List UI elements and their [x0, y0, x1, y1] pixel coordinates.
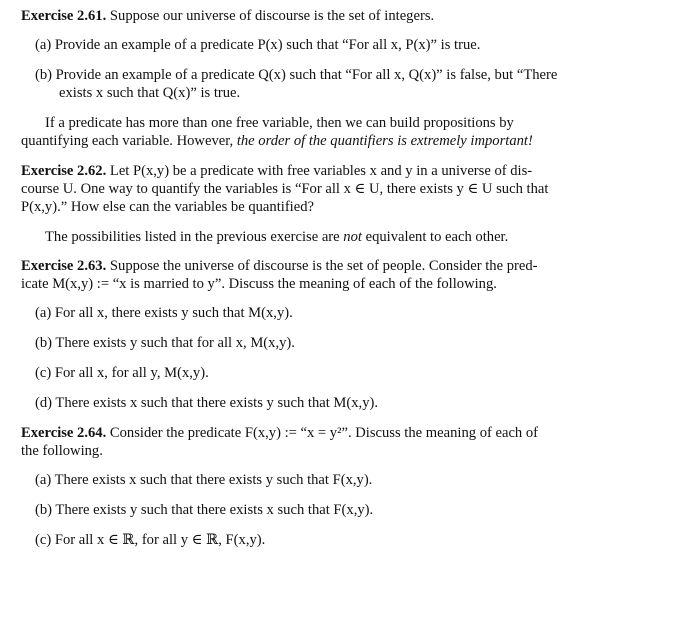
- exercise-2-63-item-a: (a) For all x, there exists y such that M(x,y).: [35, 305, 293, 321]
- exercise-title: Exercise 2.64.: [21, 425, 107, 441]
- exercise-2-61-item-b-line-1: (b) Provide an example of a predicate Q(x) such that “For all x, Q(x)” is false, but “There: [35, 67, 558, 83]
- exercise-text: Suppose the universe of discourse is the set of people. Consider the pred-: [109, 258, 538, 274]
- exercise-2-62-header: [21, 162, 532, 180]
- exercise-2-61-item-b-line-2: exists x such that Q(x)” is true.: [59, 85, 241, 101]
- exercise-2-61-item-a: (a) Provide an example of a predicate P(x) such that “For all x, P(x)” is true.: [35, 37, 481, 53]
- exercise-2-64-item-b: (b) There exists y such that there exists x such that F(x,y).: [35, 502, 374, 518]
- exercise-2-64-line-2: the following.: [21, 443, 103, 459]
- paragraph-text: The possibilities listed in the previous exercise are: [45, 229, 340, 245]
- exercise-title: Exercise 2.61.: [21, 8, 107, 24]
- exercise-title: Exercise 2.62.: [21, 163, 107, 179]
- paragraph-line: [21, 132, 533, 150]
- exercise-2-62-line-2: course U. One way to quantify the variables is “For all x ∈ U, there exists y ∈ U such that: [21, 181, 549, 197]
- emphasis-text: not: [343, 229, 362, 245]
- paragraph-text: quantifying each variable. However,: [21, 133, 234, 149]
- exercise-2-63-line-2: icate M(x,y) := “x is married to y”. Discuss the meaning of each of the following.: [21, 276, 497, 292]
- exercise-2-63-item-c: (c) For all x, for all y, M(x,y).: [35, 365, 209, 381]
- exercise-2-62-line-3: P(x,y).” How else can the variables be quantified?: [21, 199, 314, 215]
- paragraph-line: [45, 228, 508, 246]
- exercise-2-63-item-b: (b) There exists y such that for all x, M(x,y).: [35, 335, 295, 351]
- exercise-2-61-header: [21, 7, 434, 25]
- exercise-2-64-item-c: (c) For all x ∈ ℝ, for all y ∈ ℝ, F(x,y).: [35, 532, 266, 548]
- exercise-text: Let P(x,y) be a predicate with free variables x and y in a universe of dis-: [109, 163, 533, 179]
- exercise-2-64-header: [21, 424, 538, 442]
- exercise-title: Exercise 2.63.: [21, 258, 107, 274]
- exercise-2-63-header: [21, 257, 538, 275]
- exercise-2-64-item-a: (a) There exists x such that there exists y such that F(x,y).: [35, 472, 373, 488]
- emphasis-text: the order of the quantifiers is extremely important!: [236, 133, 533, 149]
- exercise-2-63-item-d: (d) There exists x such that there exists y such that M(x,y).: [35, 395, 379, 411]
- paragraph-line: If a predicate has more than one free variable, then we can build propositions by: [45, 115, 514, 131]
- exercise-text: Consider the predicate F(x,y) := “x = y²”. Discuss the meaning of each of: [109, 425, 539, 441]
- paragraph-text: equivalent to each other.: [365, 229, 509, 245]
- exercise-text: Suppose our universe of discourse is the set of integers.: [109, 8, 435, 24]
